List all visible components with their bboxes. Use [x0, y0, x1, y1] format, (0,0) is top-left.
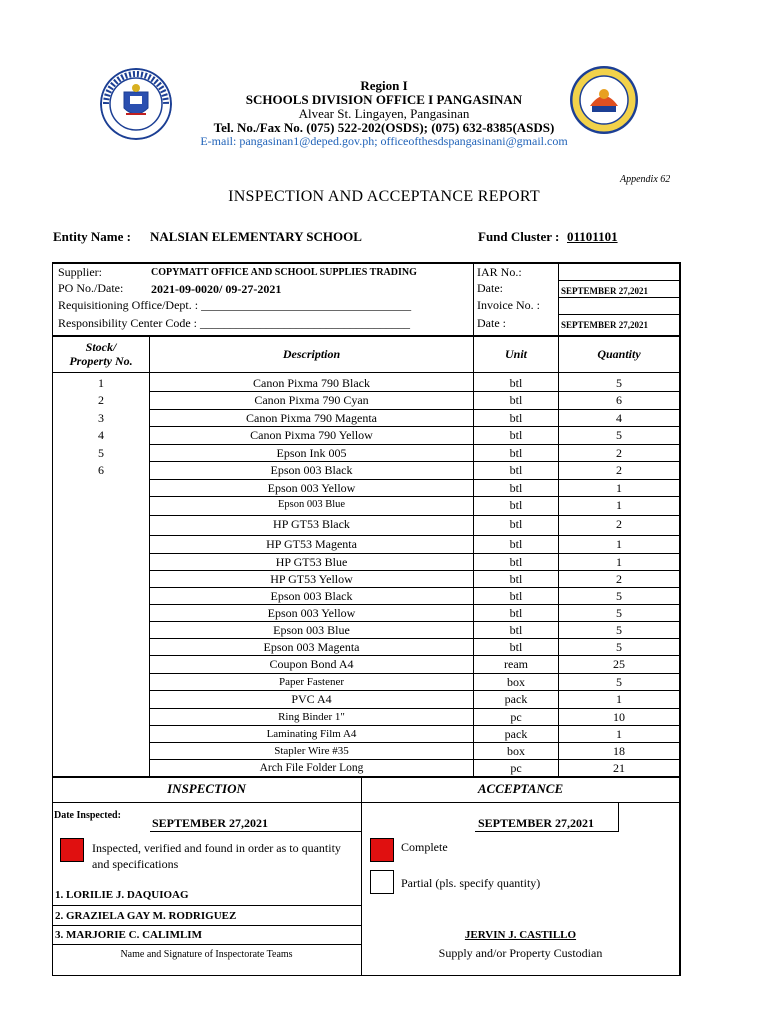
row-quantity: 1: [616, 555, 622, 569]
row-description: Laminating Film A4: [266, 728, 357, 740]
row-description: Canon Pixma 790 Cyan: [254, 393, 369, 407]
custodian-name: JERVIN J. CASTILLO: [464, 929, 577, 941]
row-unit: btl: [509, 446, 523, 460]
row-quantity: 1: [616, 727, 622, 741]
row-quantity: 5: [616, 589, 622, 603]
row-unit: btl: [509, 411, 523, 425]
row-description: HP GT53 Blue: [275, 555, 348, 569]
row-divider: [150, 409, 680, 410]
supplier-label: Supplier:: [58, 265, 102, 279]
row-divider: [150, 742, 680, 743]
row-divider: [150, 673, 680, 674]
header-quantity: Quantity: [597, 347, 641, 361]
date-label: Date:: [477, 281, 503, 295]
row-quantity: 1: [616, 537, 622, 551]
row-divider: [150, 496, 680, 497]
row-divider: [150, 759, 680, 760]
iar-label: IAR No.:: [477, 265, 522, 279]
header-property-no: Property No.: [69, 354, 133, 368]
row-divider: [150, 638, 680, 639]
row-quantity: 2: [616, 572, 622, 586]
row-description: HP GT53 Black: [273, 517, 350, 531]
row-stock-no: 4: [98, 428, 104, 442]
row-quantity: 5: [616, 376, 622, 390]
row-quantity: 2: [616, 446, 622, 460]
row-unit: btl: [509, 606, 523, 620]
row-divider: [150, 621, 680, 622]
row-divider: [150, 515, 680, 516]
row-unit: pack: [504, 692, 528, 706]
header-region: Region I: [360, 78, 408, 93]
row-description: Stapler Wire #35: [274, 745, 349, 757]
row-stock-no: 2: [98, 393, 104, 407]
row-description: Epson 003 Yellow: [267, 606, 356, 620]
row-quantity: 5: [616, 428, 622, 442]
row-description: Coupon Bond A4: [269, 657, 354, 671]
inspected-statement: Inspected, verified and found in order as to quantity and specifications: [92, 841, 341, 871]
row-description: Canon Pixma 790 Black: [253, 376, 370, 390]
supplier-value: COPYMATT OFFICE AND SCHOOL SUPPLIES TRADING: [151, 267, 417, 278]
date-inspected-label: Date Inspected:: [54, 810, 121, 821]
row-description: Canon Pixma 790 Yellow: [250, 428, 373, 442]
row-divider: [150, 655, 680, 656]
row-quantity: 5: [616, 640, 622, 654]
row-unit: pc: [510, 710, 522, 724]
row-divider: [150, 604, 680, 605]
row-unit: ream: [504, 657, 528, 671]
row-unit: box: [507, 744, 525, 758]
inspection-heading: INSPECTION: [167, 781, 246, 796]
row-divider: [150, 535, 680, 536]
fund-cluster-value: 01101101: [567, 229, 618, 244]
row-description: Epson 003 Black: [270, 589, 353, 603]
header-address: Alvear St. Lingayen, Pangasinan: [298, 106, 470, 121]
row-stock-no: 5: [98, 446, 104, 460]
row-description: HP GT53 Magenta: [266, 537, 357, 551]
row-description: Canon Pixma 790 Magenta: [246, 411, 377, 425]
row-description: Epson 003 Magenta: [263, 640, 360, 654]
row-quantity: 2: [616, 517, 622, 531]
row-unit: btl: [509, 589, 523, 603]
row-quantity: 5: [616, 606, 622, 620]
row-unit: btl: [509, 572, 523, 586]
row-divider: [150, 587, 680, 588]
row-divider: [150, 479, 680, 480]
row-unit: btl: [509, 376, 523, 390]
row-description: Epson 003 Blue: [273, 623, 350, 637]
row-quantity: 2: [616, 463, 622, 477]
inspector-1: 1. LORILIE J. DAQUIOAG: [55, 889, 189, 901]
row-description: Ring Binder 1": [278, 711, 345, 723]
po-label: PO No./Date:: [58, 281, 124, 295]
row-unit: btl: [509, 555, 523, 569]
row-description: Arch File Folder Long: [259, 762, 364, 774]
row-quantity: 5: [616, 623, 622, 637]
row-quantity: 21: [613, 761, 625, 775]
row-unit: pack: [504, 727, 528, 741]
responsibility-center: Responsibility Center Code : ___________________________________: [58, 316, 410, 330]
row-divider: [150, 553, 680, 554]
complete-label: Complete: [401, 840, 448, 854]
row-unit: btl: [509, 481, 523, 495]
row-unit: btl: [509, 640, 523, 654]
fund-cluster-label: Fund Cluster :: [478, 229, 560, 244]
header-unit: Unit: [504, 347, 527, 361]
acceptance-heading: ACCEPTANCE: [477, 781, 564, 796]
complete-checkbox[interactable]: [370, 838, 394, 862]
row-divider: [150, 391, 680, 392]
row-quantity: 1: [616, 692, 622, 706]
row-unit: btl: [509, 498, 523, 512]
partial-checkbox[interactable]: [370, 870, 394, 894]
row-stock-no: 6: [98, 463, 104, 477]
row-unit: btl: [509, 517, 523, 531]
row-quantity: 1: [616, 481, 622, 495]
row-quantity: 5: [616, 675, 622, 689]
row-quantity: 18: [613, 744, 625, 758]
appendix-label: Appendix 62: [620, 174, 671, 185]
row-divider: [150, 725, 680, 726]
entity-name-label: Entity Name :: [53, 229, 131, 244]
partial-label: Partial (pls. specify quantity): [401, 876, 541, 890]
header-email[interactable]: E-mail: pangasinan1@deped.gov.ph; officeofthesdspangasinani@gmail.com: [200, 134, 568, 148]
row-unit: btl: [509, 463, 523, 477]
row-quantity: 25: [613, 657, 625, 671]
inspected-checkbox[interactable]: [60, 838, 84, 862]
row-unit: btl: [509, 623, 523, 637]
row-unit: btl: [509, 428, 523, 442]
inspector-2: 2. GRAZIELA GAY M. RODRIGUEZ: [55, 910, 237, 922]
header-stock: Stock/: [85, 340, 117, 354]
po-value: 2021-09-0020/ 09-27-2021: [151, 282, 282, 296]
row-unit: box: [507, 675, 525, 689]
inspectorate-caption: Name and Signature of Inspectorate Teams: [120, 949, 293, 960]
row-quantity: 4: [616, 411, 622, 425]
row-divider: [150, 690, 680, 691]
entity-name-value: NALSIAN ELEMENTARY SCHOOL: [150, 229, 362, 244]
row-unit: btl: [509, 537, 523, 551]
row-stock-no: 1: [98, 376, 104, 390]
row-quantity: 10: [613, 710, 625, 724]
date2-value: SEPTEMBER 27,2021: [561, 320, 649, 330]
row-description: Epson 003 Black: [270, 463, 353, 477]
row-quantity: 1: [616, 498, 622, 512]
requisitioning-office: Requisitioning Office/Dept. : ___________________________________: [58, 298, 412, 312]
row-description: Epson Ink 005: [276, 446, 347, 460]
date-accepted-value: SEPTEMBER 27,2021: [478, 816, 595, 830]
date-value: SEPTEMBER 27,2021: [561, 286, 649, 296]
date2-label: Date :: [477, 316, 506, 330]
row-unit: pc: [510, 761, 522, 775]
invoice-label: Invoice No. :: [477, 298, 540, 312]
row-divider: [150, 461, 680, 462]
row-description: Epson 003 Yellow: [267, 481, 356, 495]
row-divider: [150, 708, 680, 709]
report-title: INSPECTION AND ACCEPTANCE REPORT: [228, 188, 540, 205]
row-description: HP GT53 Yellow: [270, 572, 353, 586]
row-divider: [150, 444, 680, 445]
row-description: PVC A4: [291, 692, 332, 706]
row-description: Epson 003 Blue: [277, 499, 346, 510]
date-inspected-value: SEPTEMBER 27,2021: [152, 816, 269, 830]
header-description: Description: [282, 347, 341, 361]
inspector-3: 3. MARJORIE C. CALIMLIM: [55, 929, 202, 941]
header-office: SCHOOLS DIVISION OFFICE I PANGASINAN: [245, 92, 523, 107]
row-stock-no: 3: [98, 411, 104, 425]
header-tel: Tel. No./Fax No. (075) 522-202(OSDS); (075) 632-8385(ASDS): [213, 120, 555, 135]
row-divider: [150, 426, 680, 427]
custodian-title: Supply and/or Property Custodian: [438, 946, 603, 960]
row-divider: [150, 570, 680, 571]
row-quantity: 6: [616, 393, 622, 407]
row-description: Paper Fastener: [278, 676, 345, 688]
row-unit: btl: [509, 393, 523, 407]
